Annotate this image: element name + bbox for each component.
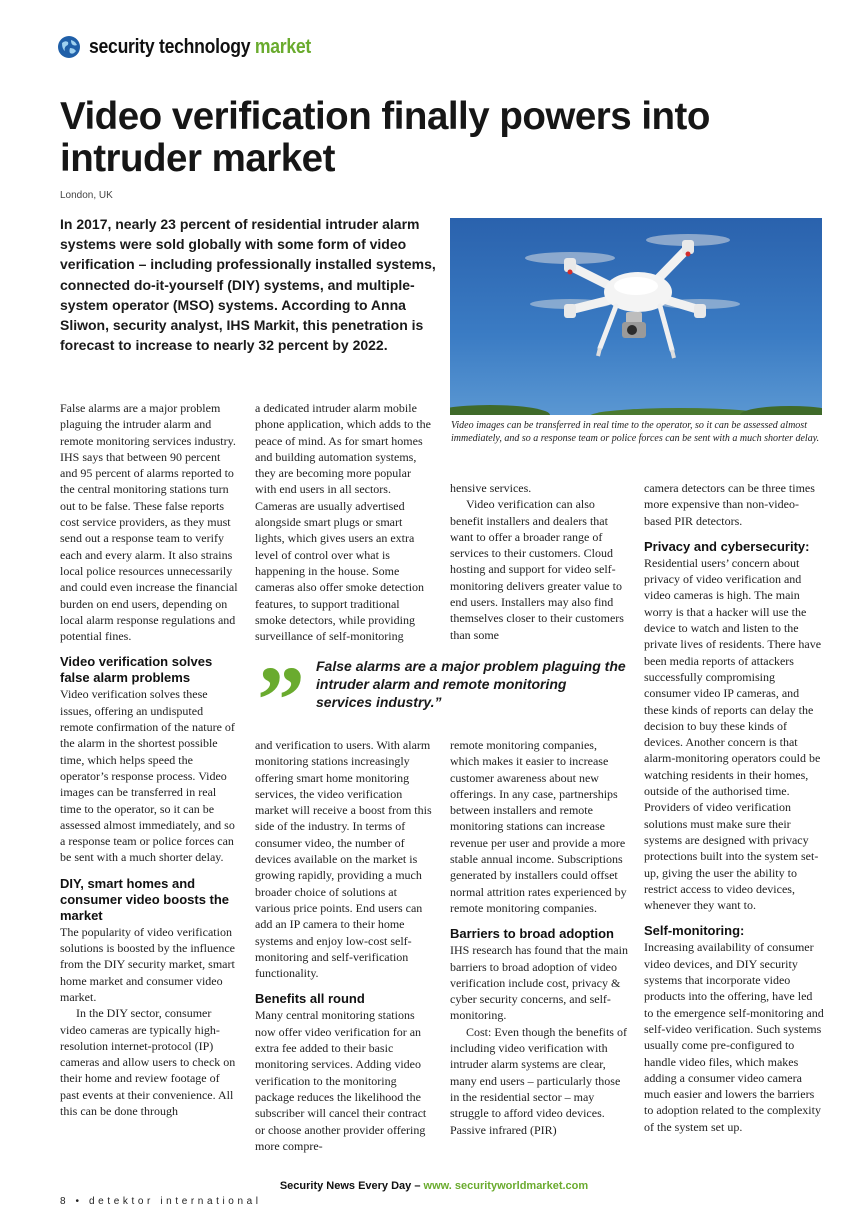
column-1 xyxy=(60,400,238,1119)
footer-url-link[interactable]: www. securityworldmarket.com xyxy=(423,1180,589,1192)
article-title: Video verification finally powers into intruder market xyxy=(60,95,710,180)
footer-news xyxy=(0,1180,868,1192)
section-heading: Self-monitoring: xyxy=(644,923,745,939)
paragraph: Residential users’ concern about privacy of video verification and video cameras is high. The main worry is that a hacker will use the device to watch and listen to the private lives of residents. There have been media reports of attackers successfully compromising consumer video IP cameras, and these kinds of reports can delay the decision to buy these kinds of devices. Another concern is that alarm-monitoring operators could be watching residents in their homes, outside of the authorised time. Providers of video verification solutions must make sure their systems are designed with privacy protections built into the system set-up, giving the user the ability to restrict access to video devices, whenever they want to. xyxy=(644,555,822,913)
section-heading: Benefits all round xyxy=(255,991,365,1007)
paragraph: and verification to users. With alarm monitoring stations increasingly offering smart home monitoring services, the video verification market will receive a boost from this side of the industry. In terms of consumer video, the number of devices available on the market is growing rapidly, providing a much broader choice of solutions at various price points. End users can add an IP camera to their home systems and enjoy low-cost self-monitoring and self-verification functionality. xyxy=(255,738,432,981)
paragraph: False alarms are a major problem plaguing the intruder alarm and remote monitoring services industry. IHS says that between 90 percent and 95 percent of alarms reported to the central monitoring stations turn out to be false. These false reports cost service providers, as they must send out a response team to verify each and every alarm. It also strains local police resources unnecessarily and could even increase the financial burden on end users, depending on local alarm response regulations and potential fines. xyxy=(60,401,238,644)
section-title-part2: market xyxy=(254,35,312,58)
paragraph: IHS research has found that the main barriers to broad adoption of video verification include cost, privacy & cyber security concerns, and self-monitoring. xyxy=(450,943,628,1023)
paragraph: Cost: Even though the benefits of including video verification with intruder alarm systems are clear, many end users – particularly those in the residential sector – may struggle to afford video devices. Passive infrared (PIR) xyxy=(450,1024,627,1137)
paragraph: Video verification solves these issues, offering an undisputed remote confirmation of the nature of the alarm in the shortest possible time, which helps speed the operator’s response process. Video images can be transferred in real time to the operator, so it can be assessed almost immediately, and so a response team or police forces can be sent with a much shorter delay. xyxy=(60,687,235,865)
section-header xyxy=(57,34,341,60)
photo-caption: Video images can be transferred in real time to the operator, so it can be assessed almost immediately, and so a response team or police forces can be sent with a much shorter delay. xyxy=(451,420,820,444)
paragraph: The popularity of video verification solutions is boosted by the influence from the DIY security market, smart home market and consumer video market. xyxy=(60,924,235,1004)
column-2-top xyxy=(255,400,433,644)
lead-paragraph: In 2017, nearly 23 percent of residential intruder alarm systems were sold globally with some form of video verification – including professionally installed systems, connected do-it-yourself (DIY) systems, and multiple-system operator (MSO) systems. According to Anna Sliwon, security analyst, IHS Markit, this penetration is forecast to increase to nearly 32 percent by 2022. xyxy=(60,216,436,354)
page-number: 8 • detektor international xyxy=(60,1196,262,1207)
section-title-part1: security technology xyxy=(89,35,251,58)
section-heading: DIY, smart homes and consumer video boosts the market xyxy=(60,875,230,923)
paragraph: Many central monitoring stations now offer video verification for an extra fee added to their basic monitoring services. Adding video verification to the monitoring package reduces the likelihood the subscriber will cancel their contract or choose another provider offering more compre- xyxy=(255,1008,427,1153)
paragraph: remote monitoring companies, which makes it easier to increase customer awareness about new offerings. In any case, partnerships between installers and remote monitoring stations can increase revenue per user and provide a more stable annual income. Subscriptions generated by installers could offset normal attrition rates experienced by remote monitoring companies. xyxy=(450,738,627,915)
paragraph: hensive services. xyxy=(450,481,532,495)
globe-icon xyxy=(57,35,81,59)
paragraph: Increasing availability of consumer video devices, and DIY security systems that incorporate video products into the offering, have led to the emergence self-monitoring and self-video verification. Such systems usually come pre-configured to handle video files, which makes adding a consumer video camera much easier and lowers the barriers to adoption related to the complexity of the system set up. xyxy=(644,940,824,1134)
section-heading: Video verification solves false alarm problems xyxy=(60,654,213,686)
column-4 xyxy=(644,480,824,1135)
section-heading: Barriers to broad adoption xyxy=(450,926,614,942)
paragraph: camera detectors can be three times more expensive than non-video-based PIR detectors. xyxy=(644,481,815,528)
column-2-bottom xyxy=(255,737,433,1154)
dateline: London, UK xyxy=(60,190,113,201)
quote-mark-icon: ” xyxy=(257,646,299,753)
drone-illustration xyxy=(450,218,822,415)
paragraph: a dedicated intruder alarm mobile phone application, which adds to the peace of mind. As for smart homes and building automation systems, they are becoming more popular with end users in all sectors. Cameras are usually advertised alongside smart plugs or smart lights, which gives users an extra level of control over what is happening in the house. Some cameras also offer smoke detection features, to support traditional smoke detectors, while providing surveillance of self-monitoring xyxy=(255,401,431,644)
column-3-bottom xyxy=(450,737,628,1138)
footer-news-label: Security News Every Day – xyxy=(279,1180,421,1192)
section-heading: Privacy and cybersecurity: xyxy=(644,538,810,554)
pull-quote: False alarms are a major problem plaguing the intruder alarm and remote monitoring services industry.” xyxy=(316,658,626,710)
section-title xyxy=(89,36,311,59)
paragraph: In the DIY sector, consumer video cameras are typically high-resolution internet-protocol (IP) cameras and allow users to check on their home and review footage of past events at their convenience. All this can be done through xyxy=(60,1006,236,1118)
paragraph: Video verification can also benefit installers and dealers that want to offer a broader range of services to their customers. Cloud hosting and support for video self-monitoring delivers greater value to end users. Installers may also find themselves closer to their customers than some xyxy=(450,497,624,642)
drone-photo xyxy=(450,218,822,415)
column-3-top xyxy=(450,480,628,643)
